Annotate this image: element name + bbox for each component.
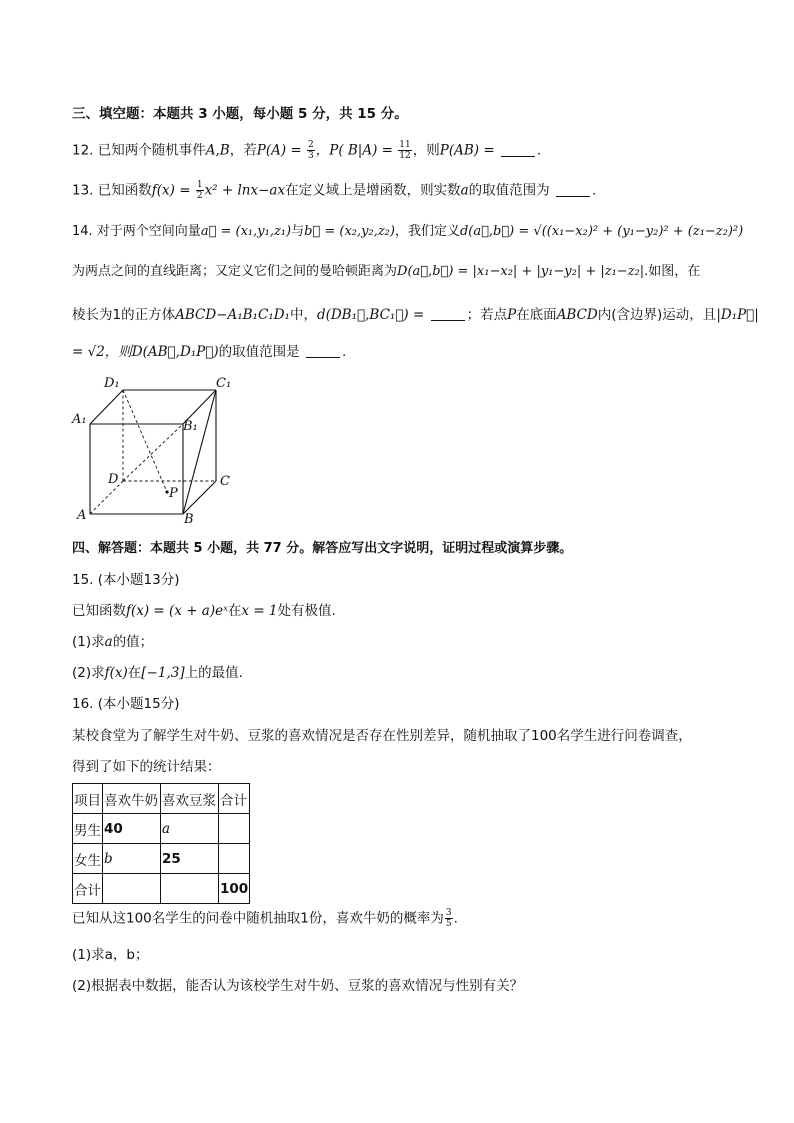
q12-pba-fraction	[398, 140, 411, 161]
q13-text: 13. 已知函数	[72, 182, 152, 199]
q14-base: ABCD	[556, 307, 598, 323]
q14-d1p: |D₁P⃗|	[716, 307, 759, 323]
q13-half-fraction	[196, 180, 204, 201]
label-A: A	[77, 508, 87, 523]
q14-manhattan-formula: D(a⃗,b⃗) = |x₁−x₂| + |y₁−y₂| + |z₁−z₂|	[397, 264, 645, 279]
table-header-row	[73, 784, 250, 814]
section-3-heading: 三、填空题：本题共 3 小题，每小题 5 分，共 15 分。	[72, 106, 408, 122]
q15-p1-text: (1)求	[72, 634, 105, 650]
q16-prob-fraction	[445, 908, 453, 929]
label-D: D	[108, 472, 119, 487]
q12-pa: P(A) =	[256, 142, 302, 159]
q14-d-expr: d(DB₁⃗,BC₁⃗) =	[316, 307, 425, 323]
q14-text-c: ；若点	[466, 307, 508, 323]
question-13	[72, 180, 596, 201]
q14-end: .	[341, 344, 347, 360]
statistics-table	[72, 783, 250, 904]
table-row	[73, 844, 250, 874]
label-B: B	[184, 512, 194, 527]
q15-p2-fx: f(x)	[104, 665, 128, 681]
frac-num: 1	[196, 180, 203, 190]
q13-eq: =	[179, 182, 191, 199]
q14-text-d: 在底面	[516, 307, 557, 323]
q16-part-1: (1)求a，b；	[72, 947, 149, 963]
q14-text-b: 中，	[289, 307, 317, 323]
q14-text: = √2，则	[72, 344, 132, 360]
table-cell	[219, 844, 250, 874]
question-14-line-1	[72, 222, 743, 242]
frac-num: 11	[399, 140, 411, 150]
question-14-line-2	[72, 262, 700, 282]
table-header-cell: 喜欢豆浆	[161, 784, 219, 814]
q16-title: 16. (本小题15分)	[72, 696, 180, 712]
q15-p1-var: a	[104, 634, 113, 650]
table-cell: b	[103, 844, 161, 874]
frac-den: 12	[399, 151, 411, 161]
q15-part-1	[72, 632, 153, 652]
label-P: P	[169, 486, 178, 501]
q14-point-p: P	[507, 307, 517, 323]
q15-stem	[72, 601, 336, 621]
table-cell	[219, 814, 250, 844]
q15-part-2	[72, 663, 243, 683]
q16-probability-line	[72, 908, 458, 929]
q14-D-expr: D(AB⃗,D₁P⃗)	[131, 344, 219, 360]
q16-stem-line-1: 某校食堂为了解学生对牛奶、豆浆的喜欢情况是否存在性别差异，随机抽取了100名学生进行问卷调查，	[72, 728, 692, 744]
answer-blank[interactable]	[306, 343, 340, 358]
q14-text-b: .如图，在	[644, 264, 701, 279]
q14-with: 与	[291, 224, 305, 239]
label-A1: A₁	[72, 412, 87, 427]
frac-den: 2	[196, 191, 203, 201]
question-14-line-4	[72, 342, 346, 362]
q12-text: 12. 已知两个随机事件	[72, 142, 206, 159]
q15-x1: x = 1	[241, 603, 278, 619]
q15-p2-text-c: 上的最值.	[184, 665, 243, 681]
answer-blank[interactable]	[556, 182, 590, 197]
q15-title: 15. (本小题13分)	[72, 572, 180, 588]
q15-p2-range: [−1,3]	[141, 665, 185, 681]
label-C: C	[220, 474, 230, 489]
frac-den: 5	[445, 919, 452, 929]
table-header-cell: 项目	[73, 784, 103, 814]
frac-num: 3	[445, 908, 452, 918]
label-C1: C₁	[216, 376, 232, 391]
label-B1: B₁	[183, 419, 198, 434]
answer-blank[interactable]	[431, 306, 465, 321]
table-cell: 100	[219, 874, 250, 904]
q13-var-a: a	[460, 182, 469, 199]
q12-text-c: ，则	[412, 142, 440, 159]
table-header-cell: 喜欢牛奶	[103, 784, 161, 814]
q13-text-c: 的取值范围为	[468, 182, 550, 199]
table-row	[73, 814, 250, 844]
q16-prob-end: .	[453, 910, 458, 927]
q14-text-b: ，我们定义	[394, 224, 460, 239]
q12-pab: P(AB) =	[439, 142, 495, 159]
table-header-cell: 合计	[219, 784, 250, 814]
q12-events: A,B	[205, 142, 230, 159]
q13-fx: f(x)	[151, 182, 175, 199]
q12-pa-fraction	[307, 140, 315, 161]
q14-text: 为两点之间的直线距离；又定义它们之间的曼哈顿距离为	[72, 264, 398, 279]
q15-text-b: 在	[227, 603, 242, 619]
q14-text: 14. 对于两个空间向量	[72, 224, 201, 239]
label-D1: D₁	[104, 376, 120, 391]
table-cell	[161, 874, 219, 904]
table-cell: a	[161, 814, 219, 844]
frac-den: 3	[308, 151, 314, 161]
q12-end: .	[536, 142, 542, 159]
cube-figure	[66, 373, 246, 529]
question-12	[72, 140, 541, 161]
q15-p2-text-b: 在	[127, 665, 142, 681]
section-4-heading: 四、解答题：本题共 5 小题，共 77 分。解答应写出文字说明，证明过程或演算步骤。	[72, 541, 573, 556]
table-cell: 女生	[73, 844, 103, 874]
question-14-line-3	[72, 305, 759, 325]
table-cell: 合计	[73, 874, 103, 904]
q14-text: 棱长为1的正方体	[72, 307, 176, 323]
q16-stem-line-2: 得到了如下的统计结果：	[72, 759, 221, 775]
q13-text-b: 在定义域上是增函数，则实数	[285, 182, 461, 199]
q15-p1-text-b: 的值；	[112, 634, 154, 650]
q13-end: .	[591, 182, 597, 199]
q16-prob-text: 已知从这100名学生的问卷中随机抽取1份，喜欢牛奶的概率为	[72, 910, 444, 927]
table-cell: 40	[103, 814, 161, 844]
q15-text-c: 处有极值.	[277, 603, 336, 619]
q14-text-b: 的取值范围是	[218, 344, 300, 360]
q14-distance-formula: d(a⃗,b⃗) = √((x₁−x₂)² + (y₁−y₂)² + (z₁−z₂)²)	[459, 224, 744, 239]
q12-text-b: ，若	[229, 142, 257, 159]
q15-fx: f(x) = (x + a)eˣ	[126, 603, 228, 619]
q14-vec-b: b⃗ = (x₂,y₂,z₂)	[304, 224, 395, 239]
q15-p2-text: (2)求	[72, 665, 105, 681]
q12-pba: ，P( B|A) =	[315, 142, 393, 159]
table-cell: 25	[161, 844, 219, 874]
answer-blank[interactable]	[501, 142, 535, 157]
table-row	[73, 874, 250, 904]
frac-num: 2	[308, 140, 314, 150]
q15-text: 已知函数	[72, 603, 126, 619]
q16-part-2: (2)根据表中数据，能否认为该校学生对牛奶、豆浆的喜欢情况与性别有关？	[72, 978, 524, 994]
table-cell: 男生	[73, 814, 103, 844]
q13-expr: x² + lnx−ax	[204, 182, 286, 199]
table-cell	[103, 874, 161, 904]
q14-text-e: 内(含边界)运动，且	[597, 307, 717, 323]
q14-vec-a: a⃗ = (x₁,y₁,z₁)	[200, 224, 292, 239]
q14-cube: ABCD−A₁B₁C₁D₁	[175, 307, 290, 323]
